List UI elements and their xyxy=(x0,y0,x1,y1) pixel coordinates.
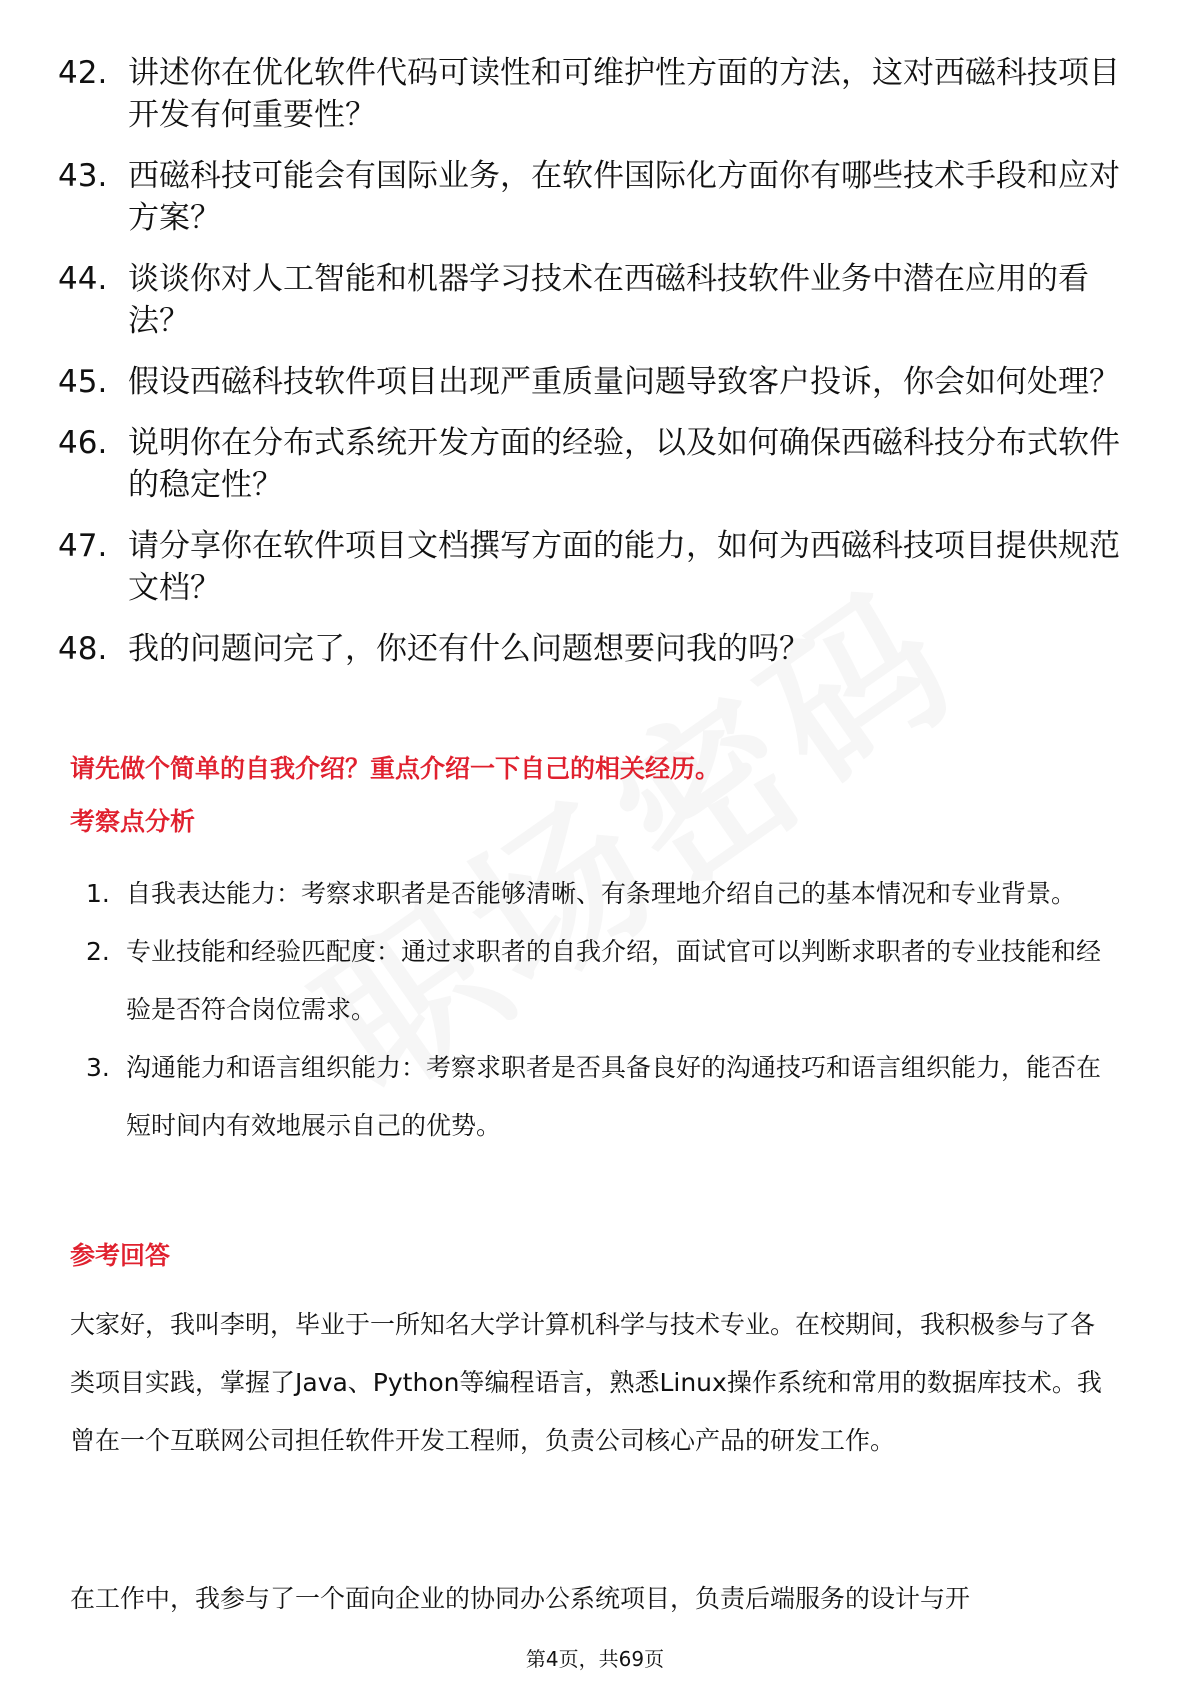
analysis-point xyxy=(86,923,1116,1039)
question-item xyxy=(58,525,1128,609)
question-number: 45. xyxy=(58,364,108,400)
question-text: 讲述你在优化软件代码可读性和可维护性方面的方法，这对西磁科技项目开发有何重要性？ xyxy=(128,55,1120,133)
question-text: 西磁科技可能会有国际业务，在软件国际化方面你有哪些技术手段和应对方案？ xyxy=(128,158,1120,236)
analysis-point-number: 1. xyxy=(86,879,110,908)
question-text: 说明你在分布式系统开发方面的经验，以及如何确保西磁科技分布式软件的稳定性？ xyxy=(128,425,1120,503)
question-list xyxy=(58,52,1128,689)
question-item xyxy=(58,258,1128,342)
question-item xyxy=(58,422,1128,506)
analysis-point-list xyxy=(86,865,1116,1155)
question-text: 我的问题问完了，你还有什么问题想要问我的吗？ xyxy=(128,631,810,667)
section-question-heading: 请先做个简单的自我介绍？重点介绍一下自己的相关经历。 xyxy=(70,754,721,783)
question-number: 47. xyxy=(58,528,108,564)
analysis-point-text: 沟通能力和语言组织能力：考察求职者是否具备良好的沟通技巧和语言组织能力，能否在短时间内有效地展示自己的优势。 xyxy=(126,1053,1102,1140)
analysis-point xyxy=(86,1039,1116,1155)
analysis-heading: 考察点分析 xyxy=(70,807,196,836)
question-item xyxy=(58,52,1128,136)
question-text: 请分享你在软件项目文档撰写方面的能力，如何为西磁科技项目提供规范文档？ xyxy=(128,528,1120,606)
question-text: 谈谈你对人工智能和机器学习技术在西磁科技软件业务中潜在应用的看法？ xyxy=(128,261,1089,339)
question-item xyxy=(58,628,1128,670)
question-text: 假设西磁科技软件项目出现严重质量问题导致客户投诉，你会如何处理？ xyxy=(128,364,1120,400)
question-item xyxy=(58,155,1128,239)
analysis-point xyxy=(86,865,1116,923)
analysis-point-text: 自我表达能力：考察求职者是否能够清晰、有条理地介绍自己的基本情况和专业背景。 xyxy=(126,879,1077,908)
question-number: 44. xyxy=(58,261,108,297)
analysis-point-number: 2. xyxy=(86,937,110,966)
answer-heading: 参考回答 xyxy=(70,1241,171,1270)
analysis-point-text: 专业技能和经验匹配度：通过求职者的自我介绍，面试官可以判断求职者的专业技能和经验是否符合岗位需求。 xyxy=(126,937,1102,1024)
question-number: 43. xyxy=(58,158,108,194)
page-number-footer: 第4页，共69页 xyxy=(525,1647,665,1671)
question-number: 46. xyxy=(58,425,108,461)
question-number: 42. xyxy=(58,55,108,91)
question-number: 48. xyxy=(58,631,108,667)
analysis-point-number: 3. xyxy=(86,1053,110,1082)
question-item xyxy=(58,361,1128,403)
answer-paragraph: 大家好，我叫李明，毕业于一所知名大学计算机科学与技术专业。在校期间，我积极参与了各类项目实践，掌握了Java、Python等编程语言，熟悉Linux操作系统和常用的数据库技术。我曾在一个互联网公司担任软件开发工程师，负责公司核心产品的研发工作。 xyxy=(70,1310,1102,1455)
answer-paragraph: 在工作中，我参与了一个面向企业的协同办公系统项目，负责后端服务的设计与开 xyxy=(70,1584,971,1613)
